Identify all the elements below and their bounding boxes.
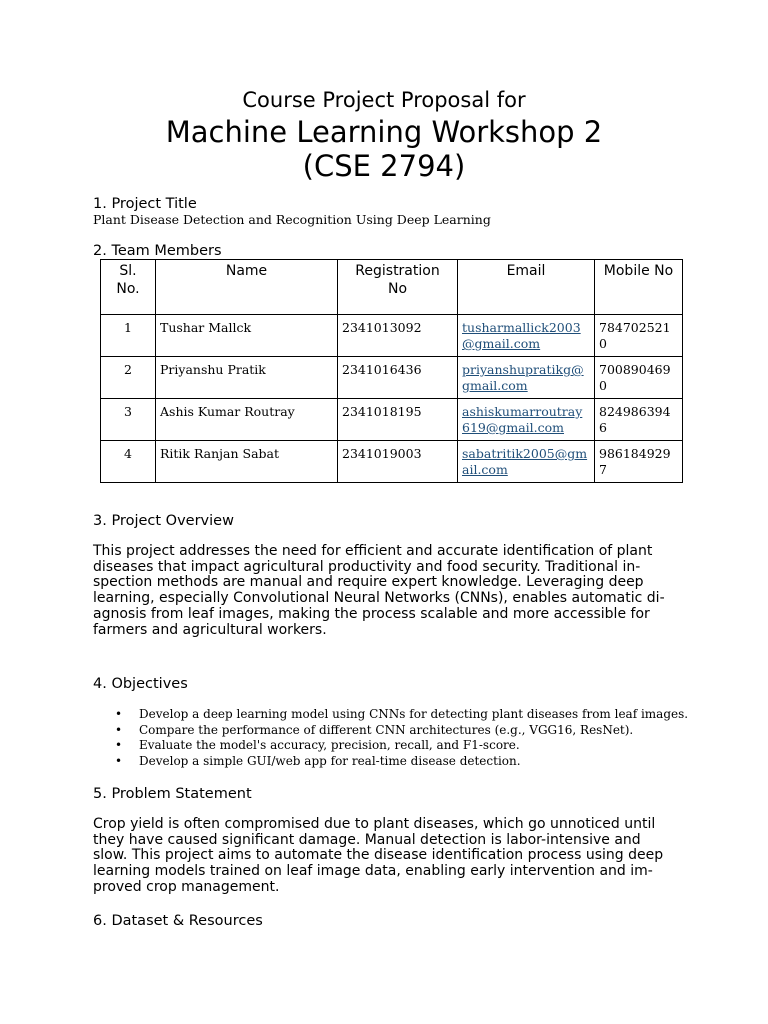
- problem-line: learning models trained on leaf image data, enabling early intervention and im-: [93, 863, 653, 880]
- cell-registration: 2341019003: [338, 441, 458, 483]
- email-link[interactable]: ashiskumarroutray619@gmail.com: [462, 404, 583, 435]
- team-members-table: [100, 259, 683, 483]
- list-item: [115, 753, 688, 770]
- cell-slno: 1: [101, 315, 156, 357]
- cell-slno: 2: [101, 357, 156, 399]
- cell-registration: 2341013092: [338, 315, 458, 357]
- list-item: [115, 738, 688, 754]
- team-members-heading: 2. Team Members: [93, 243, 222, 259]
- overview-paragraph: [93, 544, 688, 638]
- cell-registration: 2341016436: [338, 357, 458, 399]
- cell-slno: 4: [101, 441, 156, 483]
- cell-mobile: [595, 441, 683, 483]
- cell-mobile: [595, 315, 683, 357]
- objectives-heading: 4. Objectives: [93, 676, 188, 692]
- table-row: [101, 441, 683, 483]
- bullet-icon: •: [115, 707, 123, 721]
- email-link[interactable]: tusharmallick2003@gmail.com: [462, 320, 581, 351]
- title-block: [0, 86, 768, 183]
- cell-name: Ritik Ranjan Sabat: [156, 441, 338, 483]
- mobile-number: 9861849297: [599, 446, 671, 477]
- column-header-name: Name: [156, 260, 338, 315]
- overview-line: spection methods are manual and require expert knowledge. Leveraging deep: [93, 574, 644, 591]
- table-header-row: [101, 260, 683, 315]
- cell-name: Tushar Mallck: [156, 315, 338, 357]
- column-header-mobile: Mobile No: [595, 260, 683, 315]
- cell-email: [458, 441, 595, 483]
- problem-line: Crop yield is often compromised due to plant diseases, which go unnoticed until: [93, 816, 656, 832]
- course-code: (CSE 2794): [302, 149, 466, 183]
- cell-slno: 3: [101, 399, 156, 441]
- bullet-icon: •: [115, 753, 123, 768]
- problem-line: slow. This project aims to automate the disease identification process using deep: [93, 847, 664, 864]
- cell-mobile: [595, 399, 683, 441]
- objective-text: Evaluate the model's accuracy, precision, recall, and F1-score.: [139, 738, 520, 752]
- problem-heading: 5. Problem Statement: [93, 786, 252, 802]
- problem-line: proved crop management.: [93, 878, 280, 895]
- cell-registration: 2341018195: [338, 399, 458, 441]
- column-header-slno: Sl. No.: [101, 260, 156, 315]
- cell-email: [458, 399, 595, 441]
- cell-name: Ashis Kumar Routray: [156, 399, 338, 441]
- project-title-heading: 1. Project Title: [93, 196, 197, 212]
- table-row: [101, 357, 683, 399]
- table-row: [101, 315, 683, 357]
- objectives-list: [93, 707, 688, 769]
- overview-line: agnosis from leaf images, making the process scalable and more accessible for: [93, 605, 650, 622]
- mobile-number: 8249863946: [599, 404, 671, 435]
- dataset-heading: 6. Dataset & Resources: [93, 913, 263, 929]
- cell-email: [458, 357, 595, 399]
- list-item: [115, 722, 688, 739]
- problem-paragraph: [93, 817, 688, 896]
- objective-text: Compare the performance of different CNN architectures (e.g., VGG16, ResNet).: [139, 722, 634, 737]
- objective-text: Develop a deep learning model using CNNs for detecting plant diseases from leaf images.: [139, 707, 689, 721]
- email-link[interactable]: sabatritik2005@gmail.com: [462, 446, 588, 477]
- cell-email: [458, 315, 595, 357]
- title-subtitle: Course Project Proposal for: [242, 88, 526, 112]
- course-title: Machine Learning Workshop 2: [165, 115, 603, 149]
- table-row: [101, 399, 683, 441]
- overview-line: learning, especially Convolutional Neural Networks (CNNs), enables automatic di-: [93, 590, 665, 607]
- cell-mobile: [595, 357, 683, 399]
- mobile-number: 7008904690: [599, 362, 671, 393]
- problem-line: they have caused significant damage. Manual detection is labor-intensive and: [93, 831, 641, 848]
- column-header-email: Email: [458, 260, 595, 315]
- overview-line: This project addresses the need for efficient and accurate identification of plant: [93, 543, 653, 559]
- overview-heading: 3. Project Overview: [93, 513, 234, 529]
- cell-name: Priyanshu Pratik: [156, 357, 338, 399]
- bullet-icon: •: [115, 722, 123, 737]
- project-title-text: Plant Disease Detection and Recognition Using Deep Learning: [93, 212, 491, 227]
- column-header-registration: Registration No: [338, 260, 458, 315]
- list-item: [115, 707, 689, 723]
- overview-line: farmers and agricultural workers.: [93, 621, 327, 638]
- overview-line: diseases that impact agricultural productivity and food security. Traditional in-: [93, 558, 641, 575]
- objective-text: Develop a simple GUI/web app for real-time disease detection.: [139, 753, 521, 768]
- bullet-icon: •: [115, 738, 123, 752]
- email-link[interactable]: priyanshupratikg@gmail.com: [462, 362, 584, 393]
- mobile-number: 7847025210: [599, 320, 671, 351]
